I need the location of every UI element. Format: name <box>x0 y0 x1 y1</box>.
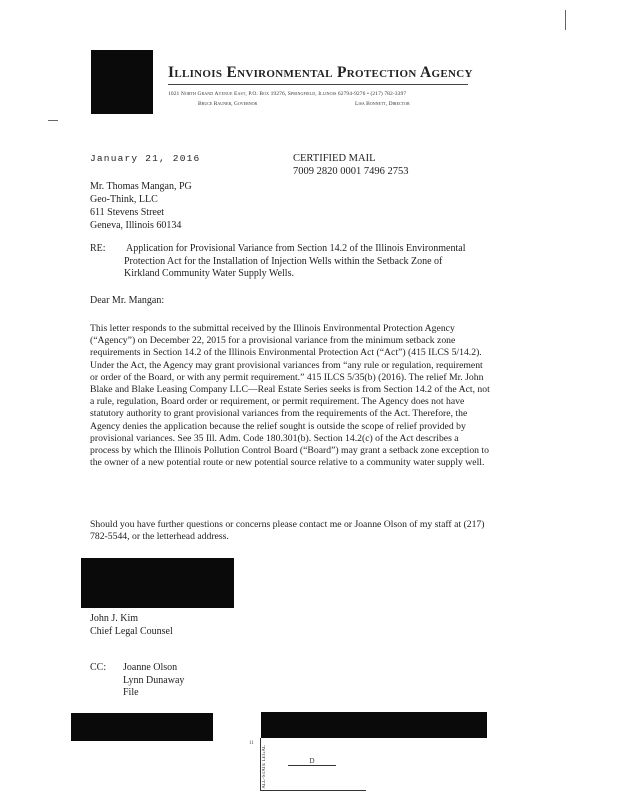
stamp-mark: D <box>288 757 336 766</box>
letter-date: January 21, 2016 <box>90 153 201 164</box>
recipient-address <box>90 180 192 232</box>
body-paragraph-2: Should you have further questions or concerns please contact me or Joanne Olson of my staff at (217) 782-5544, or the letterhead address. <box>90 519 485 543</box>
redacted-block-left <box>71 713 213 741</box>
re-subject: Application for Provisional Variance from Section 14.2 of the Illinois Environmental Protection Act for the Installation of Injection Wells within the Setback Zone of Kirkland Community Water Supply Wells. <box>124 243 466 279</box>
signature-block <box>90 612 173 638</box>
agency-address: 1021 North Grand Avenue East, P.O. Box 19276, Springfield, Illinois 62794-9276 • (217) 782-3397 <box>168 91 407 97</box>
certified-label: CERTIFIED MAIL <box>293 153 376 164</box>
re-label: RE: <box>90 243 106 254</box>
recipient-company: Geo-Think, LLC <box>90 194 158 205</box>
recipient-city: Geneva, Illinois 60134 <box>90 220 182 231</box>
cc-label: CC: <box>90 662 107 673</box>
cc-recipient: Joanne Olson <box>123 662 178 673</box>
governor-line: Bruce Rauner, Governor <box>198 101 258 107</box>
director-line: Lisa Bonnett, Director <box>355 101 410 107</box>
redacted-logo <box>91 50 153 114</box>
certified-mail-block <box>293 152 409 178</box>
cc-recipient: File <box>123 687 139 698</box>
scan-mark <box>565 10 566 30</box>
redacted-signature <box>81 558 234 608</box>
certified-number: 7009 2820 0001 7496 2753 <box>293 166 409 177</box>
recipient-street: 611 Stevens Street <box>90 207 165 218</box>
agency-name: Illinois Environmental Protection Agency <box>168 64 473 81</box>
stamp-corner-mark: 11 <box>249 741 254 746</box>
stamp-side-text: ALL-STATE LEGAL <box>262 745 267 789</box>
letterhead-rule <box>168 84 468 85</box>
cc-list <box>123 662 184 700</box>
scan-mark <box>48 120 58 121</box>
signer-name: John J. Kim <box>90 613 139 624</box>
cc-recipient: Lynn Dunaway <box>123 674 185 686</box>
recipient-name: Mr. Thomas Mangan, PG <box>90 181 192 192</box>
redacted-block-right <box>261 712 487 738</box>
body-paragraph-1: This letter responds to the submittal received by the Illinois Environmental Protection Agency (“Agency”) on December 22, 2015 for a provisional variance from the minimum setback zone requirements in Section 14.2 of the Illinois Environmental Protection Act (“Act”) (415 ILCS 5/14.2). Under the Act, the Agency may grant provisional variances from “any rule or regulation, requirement or order of the Board, or with any permit requirement.” 415 ILCS 5/35(b) (2016). The relief Mr. John Blake and Blake Leasing Company LLC—Real Estate Series seeks is from Section 14.2 of the Act, not a rule, regulation, Board order or requirement, or permit requirement. The Agency does not have statutory authority to grant provisional variances from the requirements of the Act. Therefore, the Agency denies the application because the relief sought is outside the scope of relief provided by provisional variances. See 35 Ill. Adm. Code 180.301(b). Section 14.2(c) of the Act describes a process by which the Illinois Pollution Control Board (“Board”) may grant a setback zone exception to the owner of a new potential route or new potential source relative to a community water supply well. <box>90 323 490 469</box>
signer-title: Chief Legal Counsel <box>90 626 173 637</box>
salutation: Dear Mr. Mangan: <box>90 295 165 306</box>
